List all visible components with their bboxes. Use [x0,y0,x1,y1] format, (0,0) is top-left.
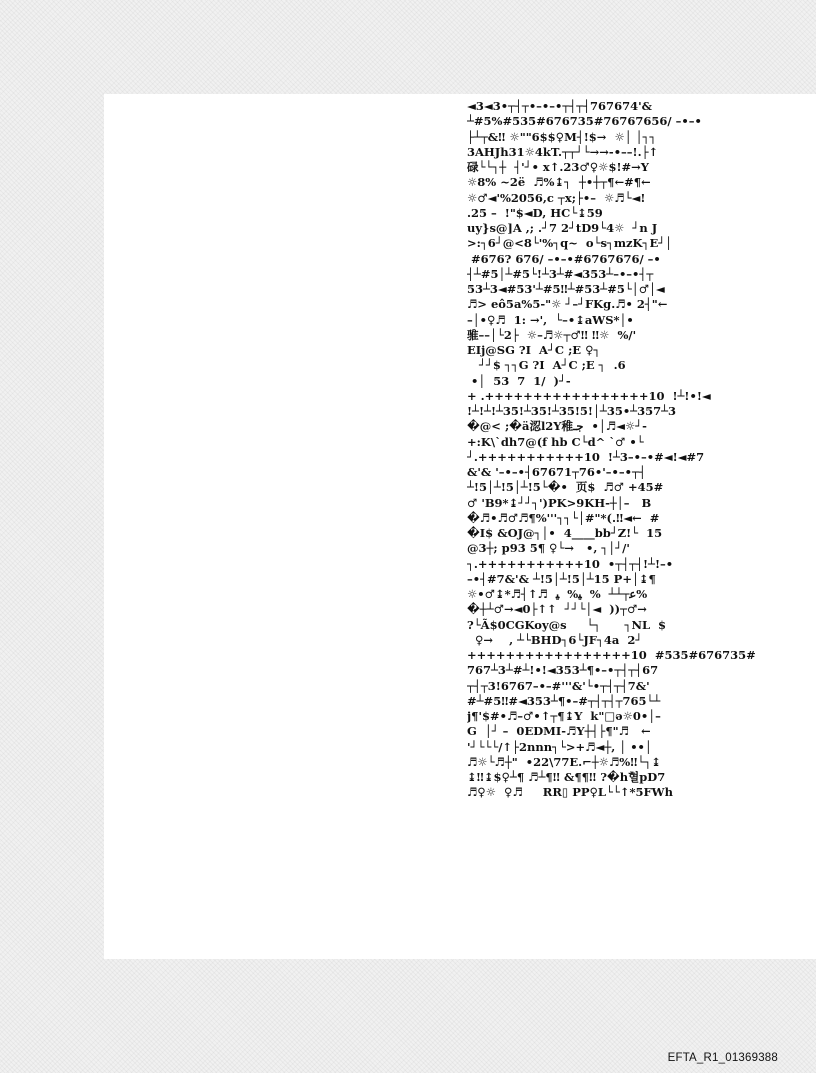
garbled-text-line: ?└Ã$0CGKoy@s └┐ ┐NL $ [467,617,667,632]
document-page [104,94,816,959]
garbled-text-line: &'& '–•–•┤67671┬76•'–•–•┬┤ [467,465,646,479]
garbled-text-line: + .+++++++++++++++++10 !┴!•!◄ [467,388,711,403]
garbled-text-block [467,99,816,801]
garbled-text-line: !┴!┴!┴35!┴35!┴35!5!│┴35•┴357┴3 [467,404,677,418]
garbled-text-line: @3┼; p93 5¶ ♀└→ •, ┐│┘/' [467,541,630,556]
garbled-text-line: ┴!5│┴!5│┴!5└�• 页$ ♬♂ +45# [467,480,664,495]
garbled-text-line: +++++++++++++++++10 #535#676735# [467,648,756,662]
garbled-text-line: ♀→ , ┴└BHD┐6└JF┐4a 2┘ [467,632,643,647]
garbled-text-line: ☼•♂↨*♬┤↑♬ ﻋ┬┴┴ % ﯿ% ﯿ% [467,587,648,601]
garbled-text-line: 碌└└┐┼ ┤'┘• x↑.23♂♀☼$!#→Y [467,160,649,174]
garbled-text-line: ┘.+++++++++++10 !┴3–•–•#◄!◄#7 [467,449,705,464]
garbled-text-line: �┼┴♂→◄0├↑↑ ┘┘└│◄ ))┬♂→ [467,602,647,617]
garbled-text-line: ♬☼└♬┼" •22\77E.⌐┼☼♬%‼└┐↨ [467,754,661,769]
garbled-text-line: ◄3◄3•┬┤┬•–•–•┬┤┬┤767674'& [467,99,652,113]
garbled-text-line: ♬♀☼ ♀♬ RR▯ PP♀L└└↑*5FWh [467,785,673,800]
garbled-text-line: ☼♂◄'%2056,c ┬x;├•– ☼♬└◄! [467,190,646,205]
garbled-text-line: ┴#5%#535#676735#76767656/ –•–• [467,114,702,129]
garbled-text-line: +:K\`dh7@(f hb C└d^ `♂ •└ [467,434,644,449]
garbled-text-line: ☼8% ~2ё ♬%↨┐ ┼•┼┬¶←#¶← [467,175,651,190]
garbled-text-line: –•┤#7&'& ┴!5│┴!5│┴15 P+│↨¶ [467,571,656,586]
garbled-text-line: ┤┴#5│┴#5└!┴3┴#◄353┴–•–•┤┬ [467,266,654,281]
garbled-text-line: uy}s@]A ,; .┘7 2┘tD9└4☼ ┘n J [467,221,658,235]
garbled-text-line: ├┴┬&‼ ☼""6$$♀M┤!$→ ☼│ │┐┐ [467,129,657,144]
garbled-text-line: #┴#5‼#◄353┴¶•–#┬┤┬┤┬765└┴ [467,693,661,708]
garbled-text-line: ↨‼↨$♀┴¶ ♬┴¶‼ &¶¶‼ ?�h혈pD7 [467,770,666,784]
garbled-text-line: ┐.+++++++++++10 •┬┤┬┤!┴!–• [467,556,674,571]
garbled-text-line: .25 – !"$◄D, HC└↨59 [467,205,603,220]
garbled-text-line: ♂ 'B9*↨┘┘┐')PK>9KH-┼│– B [467,495,652,510]
garbled-text-line: �♬•♬♂♬¶%'''┐┐└│#"*(.‼◄← # [467,510,660,525]
garbled-text-line: #676? 676/ –•–•#6767676/ –• [467,251,661,266]
garbled-text-line: ┘┘$ ┐┐G ?I A┘C ;E ┐ .6 [467,358,626,373]
garbled-text-line: 骓––│└2├ ☼–♬☼┬♂‼ ‼☼ %/' [467,327,637,342]
garbled-text-line: ♬> eô5a%5-"☼ ┘–┘FKg.♬• 2┤"← [467,297,668,312]
document-id-label: EFTA_R1_01369388 [667,1052,778,1064]
garbled-text-line: '┘└└└/↑├2nnn┐└>+♬◄┼, │ ••│ [467,739,652,754]
garbled-text-line: 3AHJh31☼4kT.┬┬┘└→→-•––!.├↑ [467,144,659,159]
garbled-text-line: �@< ;�ä涊l2Y稚جـ •│♬◄☼┘- [467,419,647,434]
garbled-text-line: 767┴3┴#┴!•!◄353┴¶•–•┬┤┬┤67 [467,663,659,678]
garbled-text-line: EIj@SG ?I A┘C ;E ♀┐ [467,343,601,357]
garbled-text-line: •│ 53 7 1/ )┘- [467,373,571,388]
garbled-text-line: �I$ &OJ@┐│• 4____bb┘Z!└ 15 [467,526,663,540]
garbled-text-line: 53┴3◄#53'┴#5‼┴#53┴#5└│♂│◄ [467,282,665,296]
garbled-text-line: j¶'$#•♬–♂•↑┬¶↨Y k"□ə☼0•│– [467,709,661,723]
garbled-text-line: ┬┤┬3!6767–•–#'''&'└•┬┤┬┤7&' [467,678,650,693]
garbled-text-line: >:┐6┘@<8└'%┐q~ o└s┐mzK┐E┘│ [467,236,673,251]
garbled-text-line: G │┘ – 0EDMI-♬Y┼┤├¶"♬ ← [467,724,651,739]
garbled-text-line: –│•♀♬ 1: →', └–•↨aWS*│• [467,312,634,327]
